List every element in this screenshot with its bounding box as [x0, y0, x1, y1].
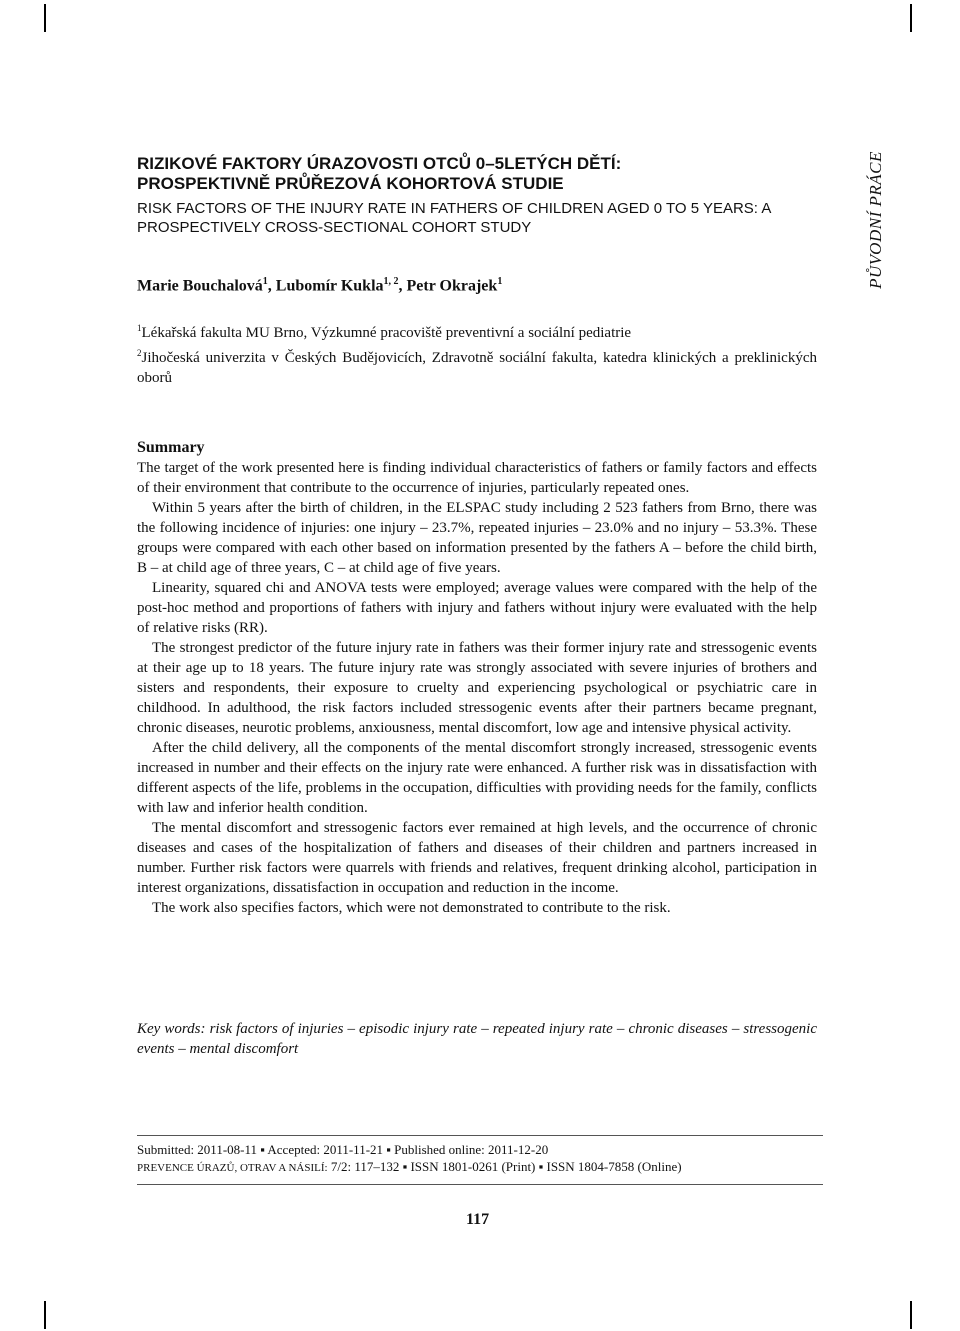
summary-paragraph: The mental discomfort and stressogenic factors ever remained at high levels, and the occurrence of chronic diseases and cases of the hospitalization of fathers and diseases of their children and partners increased in number. Further risk factors were quarrels with friends and relatives, frequent drinking alcohol, participation in interest organizations, dissatisfaction in occupation and reduction in the income. — [137, 820, 817, 896]
issue-issn: 7/2: 117–132 ▪ ISSN 1801-0261 (Print) ▪ ISSN 1804-7858 (Online) — [327, 1159, 682, 1174]
footer-divider-top — [137, 1135, 823, 1136]
summary-paragraph: Within 5 years after the birth of children, in the ELSPAC study including 2 523 fathers from Brno, there was the following incidence of injuries: one injury – 23.7%, repeated injuries – 23.0% and no injury – 53.3%. These groups were compared with each other based on information presented by the fathers A – before the child birth, B – at child age of three years, C – at child age of five years. — [137, 500, 817, 576]
author-separator: , — [398, 277, 407, 295]
summary-paragraph: After the child delivery, all the components of the mental discomfort strongly increased, stressogenic events increased in number and their effects on the injury rate were enhanced. A further risk was in dissatisfaction with different aspects of the life, problems in the occupation, difficulties with providing needs for the family, conflicts with law and inferior health condition. — [137, 740, 817, 816]
author-affiliation-ref: 1 — [497, 276, 503, 287]
affiliation-number: 1 — [137, 323, 142, 333]
article-title-english: RISK FACTORS OF THE INJURY RATE IN FATHERS OF CHILDREN AGED 0 TO 5 YEARS: A PROSPECTIVELY CROSS-SECTIONAL COHORT STUDY — [137, 200, 771, 236]
title-line-1: RIZIKOVÉ FAKTORY ÚRAZOVOSTI OTCŮ 0–5LETÝCH DĚTÍ: — [137, 154, 622, 173]
footer-divider-bottom — [137, 1184, 823, 1185]
crop-mark — [910, 4, 912, 32]
affiliation-item — [137, 343, 817, 388]
keywords: Key words: risk factors of injuries – episodic injury rate – repeated injury rate – chronic diseases – stressogenic events – mental discomfort — [137, 1021, 817, 1057]
affiliation-text: Jihočeská univerzita v Českých Budějovicích, Zdravotně sociální fakulta, katedra klinických a preklinických oborů — [137, 350, 817, 386]
summary-paragraph: The work also specifies factors, which were not demonstrated to contribute to the risk. — [152, 900, 671, 916]
affiliation-item — [137, 318, 817, 343]
author-name: Lubomír Kukla — [275, 277, 384, 295]
author-affiliation-ref: 1, 2 — [383, 276, 399, 287]
summary-heading: Summary — [137, 439, 205, 456]
crop-mark — [910, 1301, 912, 1329]
side-label-text: PŮVODNÍ PRÁCE — [866, 151, 885, 289]
page-number: 117 — [466, 1211, 490, 1228]
author-separator: , — [267, 277, 276, 295]
title-line-2: PROSPEKTIVNĚ PRŮŘEZOVÁ KOHORTOVÁ STUDIE — [137, 174, 564, 193]
summary-paragraph: The strongest predictor of the future injury rate in fathers was their former injury rate and stressogenic events at their age up to 18 years. The future injury rate was strongly associated with severe injuries of brothers and sisters and respondents, their exposure to cruelty and experiencing psychological or psychiatric care in childhood. In adulthood, the risk factors included stressogenic events after their partners became pregnant, chronic diseases, neurotic problems, anxiousness, mental discomfort, low age and intensive physical activity. — [137, 640, 817, 736]
crop-mark — [44, 4, 46, 32]
author-name: Petr Okrajek — [406, 277, 498, 295]
author-affiliation-ref: 1 — [262, 276, 268, 287]
author-name: Marie Bouchalová — [137, 277, 263, 295]
journal-citation — [137, 1159, 682, 1175]
summary-body — [137, 458, 817, 918]
submission-dates: Submitted: 2011-08-11 ▪ Accepted: 2011-11-21 ▪ Published online: 2011-12-20 — [137, 1142, 549, 1157]
summary-paragraph: The target of the work presented here is finding individual characteristics of fathers or family factors and effects of their environment that contribute to the occurrence of injuries, particularly repeated ones. — [137, 460, 817, 496]
affiliation-number: 2 — [137, 348, 142, 358]
author-list — [137, 276, 502, 295]
journal-name: PREVENCE ÚRAZŮ, OTRAV A NÁSILÍ: — [137, 1162, 328, 1174]
summary-paragraph: Linearity, squared chi and ANOVA tests were employed; average values were compared with the help of the post-hoc method and proportions of fathers with injury and fathers without injury were evaluated with the help of relative risks (RR). — [137, 580, 817, 636]
affiliation-text: Lékařská fakulta MU Brno, Výzkumné pracoviště preventivní a sociální pediatrie — [141, 325, 632, 341]
crop-mark — [44, 1301, 46, 1329]
section-side-label — [858, 150, 894, 290]
affiliations — [137, 318, 817, 388]
article-title-czech — [137, 154, 797, 194]
